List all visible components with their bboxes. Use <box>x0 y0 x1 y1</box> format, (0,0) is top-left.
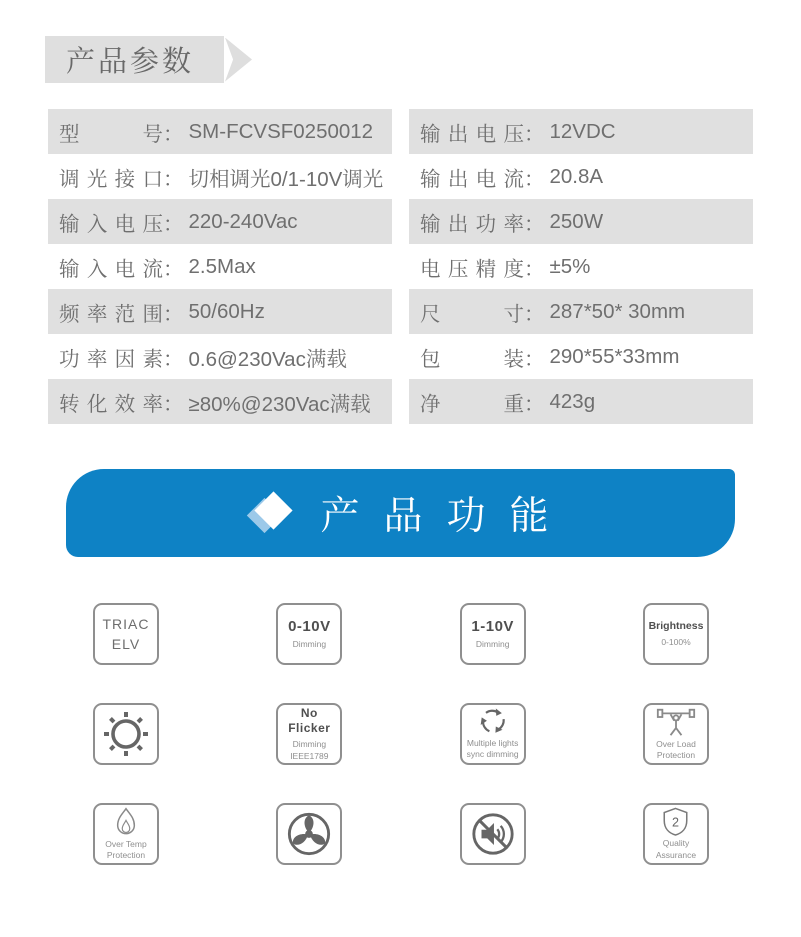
feature-fan-cooling <box>276 803 342 865</box>
spec-column-left <box>48 109 392 424</box>
spec-column-right <box>409 109 753 424</box>
overload-lifter-icon <box>653 707 699 737</box>
spec-colon: ： <box>524 167 545 191</box>
feature-title: 1-10V <box>471 617 514 635</box>
spec-label: 输出功率 <box>420 212 524 236</box>
spec-label: 功率因素 <box>59 347 163 371</box>
spec-row-input-current <box>48 244 392 289</box>
spec-colon: ： <box>163 122 184 146</box>
feature-subtitle: Multiple lights <box>466 737 519 748</box>
feature-subtitle: Assurance <box>655 849 697 860</box>
feature-subtitle: Quality <box>662 838 690 849</box>
feature-subtitle: 0-100% <box>661 636 691 647</box>
feature-overload-protection <box>643 703 709 765</box>
spec-value: 220-240Vac <box>188 209 298 233</box>
shield-badge-number: 2 <box>672 815 680 830</box>
flame-icon <box>113 807 139 837</box>
spec-label: 输出电压 <box>420 122 524 146</box>
feature-subtitle: Dimming <box>475 639 510 650</box>
spec-colon: ： <box>163 392 184 416</box>
feature-subtitle: Dimming <box>292 739 327 750</box>
spec-label: 包装 <box>420 347 524 371</box>
feature-grid <box>93 603 709 865</box>
feature-brightness <box>643 603 709 665</box>
spec-colon: ： <box>524 347 545 371</box>
spec-value: 423g <box>549 389 596 413</box>
spec-value: 20.8A <box>549 164 604 188</box>
section-header-features <box>66 469 735 557</box>
shield-icon <box>662 807 689 836</box>
spec-row-output-current <box>409 154 753 199</box>
spec-row-efficiency <box>48 379 392 424</box>
feature-overtemp-protection <box>93 803 159 865</box>
feature-triac-elv <box>93 603 159 665</box>
spec-row-model <box>48 109 392 154</box>
arrow-right-icon <box>225 38 252 82</box>
spec-row-input-voltage <box>48 199 392 244</box>
spec-colon: ： <box>524 122 545 146</box>
feature-text: ELV <box>111 636 141 652</box>
spec-colon: ： <box>163 302 184 326</box>
spec-colon: ： <box>524 257 545 281</box>
spec-value: 250W <box>549 209 604 233</box>
spec-row-frequency-range <box>48 289 392 334</box>
spec-value: 290*55*33mm <box>549 344 680 368</box>
feature-title: No Flicker <box>288 706 331 736</box>
spec-label: 调光接口 <box>59 167 163 191</box>
spec-value: 12VDC <box>549 119 616 143</box>
spec-label: 型号 <box>59 122 163 146</box>
spec-value: 50/60Hz <box>188 299 265 323</box>
spec-table <box>48 109 753 424</box>
spec-label: 输入电流 <box>59 257 163 281</box>
feature-subtitle: Over Temp <box>105 838 147 849</box>
spec-value: SM-FCVSF0250012 <box>188 119 374 143</box>
feature-subtitle: Protection <box>656 750 696 760</box>
spec-label: 尺寸 <box>420 302 524 326</box>
spec-value: ±5% <box>549 254 591 278</box>
diamond-icon <box>252 492 294 534</box>
feature-subtitle: IEEE1789 <box>290 750 329 761</box>
spec-row-output-power <box>409 199 753 244</box>
feature-no-flicker <box>276 703 342 765</box>
spec-row-voltage-accuracy <box>409 244 753 289</box>
spec-row-dimming-interface <box>48 154 392 199</box>
spec-row-output-voltage <box>409 109 753 154</box>
feature-subtitle: Over Load <box>656 738 696 749</box>
spec-colon: ： <box>524 392 545 416</box>
spec-colon: ： <box>524 302 545 326</box>
spec-label: 输出电流 <box>420 167 524 191</box>
feature-quality-assurance <box>643 803 709 865</box>
feature-subtitle: Protection <box>106 850 146 860</box>
spec-value: 切相调光0/1-10V调光 <box>188 167 384 191</box>
feature-0-10v-dimming <box>276 603 342 665</box>
feature-1-10v-dimming <box>460 603 526 665</box>
feature-subtitle: Dimming <box>292 639 327 650</box>
spec-label: 净重 <box>420 392 524 416</box>
spec-row-packaging <box>409 334 753 379</box>
spec-row-power-factor <box>48 334 392 379</box>
feature-no-noise <box>460 803 526 865</box>
feature-subtitle: sync dimming <box>466 749 519 759</box>
spec-label: 电压精度 <box>420 257 524 281</box>
feature-text: TRIAC <box>102 615 150 632</box>
spec-colon: ： <box>163 167 184 191</box>
spec-value: 0.6@230Vac满载 <box>188 347 347 371</box>
features-title: 产品功能 <box>320 495 573 538</box>
spec-label: 转化效率 <box>59 392 163 416</box>
spec-label: 频率范围 <box>59 302 163 326</box>
sun-icon <box>103 711 149 757</box>
spec-value: 287*50* 30mm <box>549 299 686 323</box>
spec-value: ≥80%@230Vac满载 <box>188 392 371 416</box>
section-header-parameters <box>45 36 801 83</box>
spec-colon: ： <box>163 257 184 281</box>
fan-icon <box>286 811 332 857</box>
feature-sync-dimming <box>460 703 526 765</box>
feature-title: 0-10V <box>288 617 331 635</box>
spec-colon: ： <box>163 212 184 236</box>
spec-label: 输入电压 <box>59 212 163 236</box>
feature-title: Brightness <box>648 620 704 633</box>
mute-speaker-icon <box>470 811 516 857</box>
feature-brightness-sun <box>93 703 159 765</box>
spec-row-net-weight <box>409 379 753 424</box>
product-spec-page <box>0 36 801 937</box>
sync-icon <box>474 708 512 736</box>
spec-row-dimensions <box>409 289 753 334</box>
spec-colon: ： <box>524 212 545 236</box>
spec-value: 2.5Max <box>188 254 256 278</box>
spec-colon: ： <box>163 347 184 371</box>
page-title: 产品参数 <box>45 36 224 83</box>
